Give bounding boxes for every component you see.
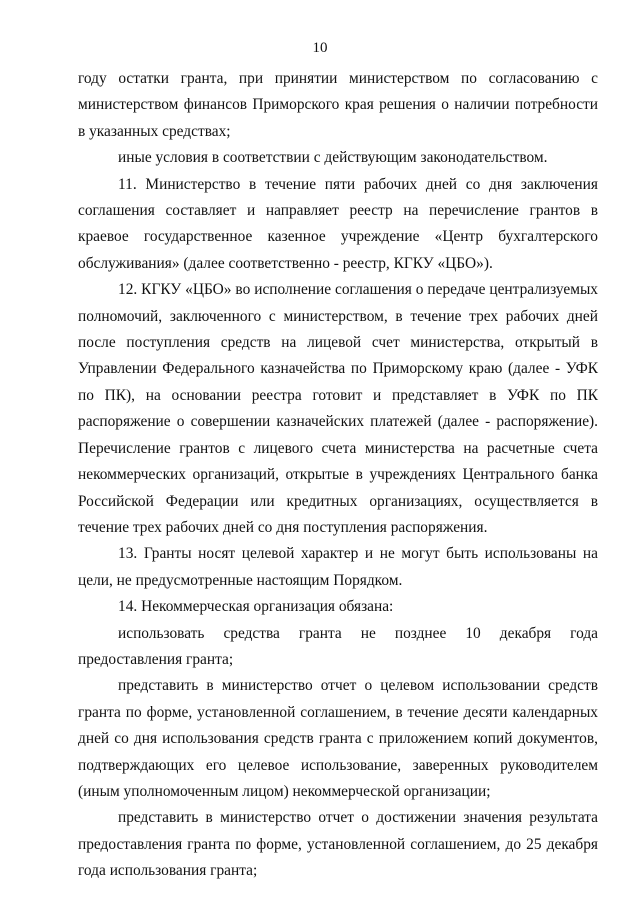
document-body — [78, 66, 598, 885]
paragraph-item-13: 13. Гранты носят целевой характер и не могут быть использованы на цели, не предусмотренные настоящим Порядком. — [78, 545, 598, 589]
paragraph-item-12: 12. КГКУ «ЦБО» во исполнение соглашения о передаче централизуемых полномочий, заключенного с министерством, в течение трех рабочих дней после поступления средств на лицевой счет министерства, открытый в Управлении Федерального казначейства по Приморскому краю (далее - УФК по ПК), на основании реестра готовит и представляет в УФК по ПК распоряжение о совершении казначейских платежей (далее - распоряжение). Перечисление грантов с лицевого счета министерства на расчетные счета некоммерческих организаций, открытые в учреждениях Центрального банка Российской Федерации или кредитных организациях, осуществляется в течение трех рабочих дней со дня поступления распоряжения. — [78, 281, 598, 536]
paragraph-grant-remainder-continued: году остатки гранта, при принятии министерством по согласованию с министерством финансов Приморского края решения о наличии потребности в указанных средствах; — [78, 70, 598, 140]
paragraph-obligation-result-report: представить в министерство отчет о достижении значения результата предоставления гранта по форме, установленной соглашением, до 25 декабря года использования гранта; — [78, 809, 598, 880]
paragraph-obligation-usage-report: представить в министерство отчет о целевом использовании средств гранта по форме, установленной соглашением, в течение десяти календарных дней со дня использования средств гранта с приложением копий документов, подтверждающих его целевое использование, заверенных руководителем (иным уполномоченным лицом) некоммерческой организации; — [78, 677, 598, 800]
paragraph-item-14: 14. Некоммерческая организация обязана: — [118, 598, 394, 616]
paragraph-obligation-use-funds: использовать средства гранта не позднее 10 декабря года предоставления гранта; — [78, 624, 598, 668]
page-number: 10 — [312, 40, 328, 56]
paragraph-other-conditions: иные условия в соответствии с действующим законодательством. — [118, 149, 548, 167]
paragraph-item-11: 11. Министерство в течение пяти рабочих дней со дня заключения соглашения составляет и направляет реестр на перечисление грантов в краевое государственное казенное учреждение «Центр бухгалтерского обслуживания» (далее соответственно - реестр, КГКУ «ЦБО»). — [78, 175, 598, 272]
